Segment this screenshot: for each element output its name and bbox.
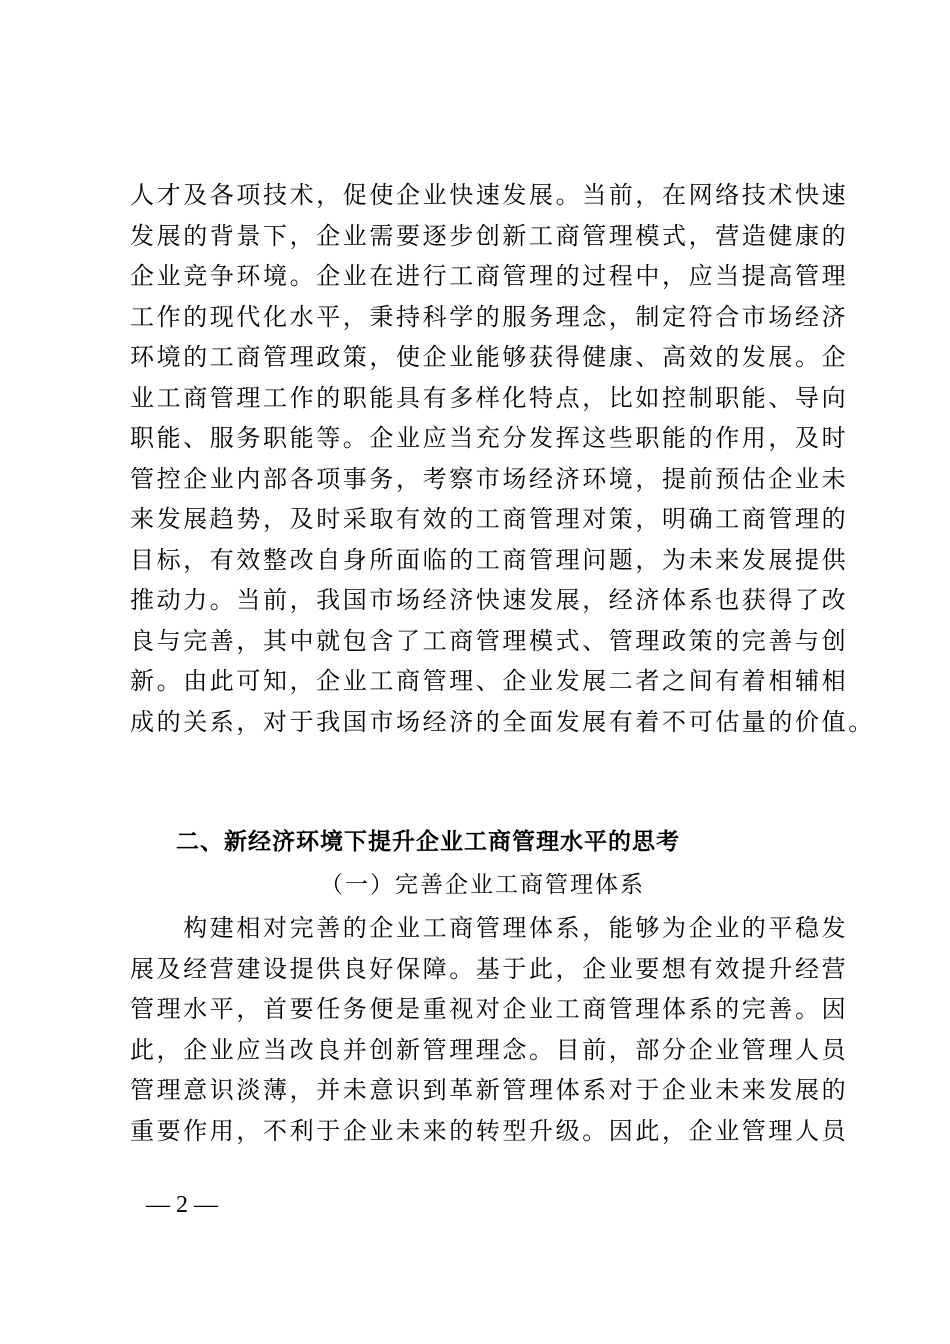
section-heading: 二、新经济环境下提升企业工商管理水平的思考: [176, 829, 680, 855]
text-line: 人才及各项技术，促使企业快速发展。当前，在网络技术快速: [130, 181, 849, 209]
text-line: 管理水平，首要任务便是重视对企业工商管理体系的完善。因: [130, 995, 849, 1023]
subsection-heading: （一）完善企业工商管理体系: [320, 872, 645, 898]
text-line: 职能、服务职能等。企业应当充分发挥这些职能的作用，及时: [130, 424, 849, 452]
text-line: 成的关系，对于我国市场经济的全面发展有着不可估量的价值。: [130, 707, 875, 736]
body-paragraph: [130, 908, 849, 1151]
text-line: 管理意识淡薄，并未意识到革新管理体系对于企业未来发展的: [130, 1076, 849, 1104]
text-line: 此，企业应当改良并创新管理理念。目前，部分企业管理人员: [130, 1035, 849, 1064]
text-line: 重要作用，不利于企业未来的转型升级。因此，企业管理人员: [130, 1116, 849, 1145]
text-line: 新。由此可知，企业工商管理、企业发展二者之间有着相辅相: [130, 667, 849, 695]
text-line: 环境的工商管理政策，使企业能够获得健康、高效的发展。企: [130, 343, 849, 371]
text-line: 推动力。当前，我国市场经济快速发展，经济体系也获得了改: [130, 586, 849, 614]
text-line: 良与完善，其中就包含了工商管理模式、管理政策的完善与创: [130, 626, 849, 655]
text-line: 来发展趋势，及时采取有效的工商管理对策，明确工商管理的: [130, 505, 849, 533]
page-number: — 2 —: [146, 1192, 218, 1218]
text-line: 工作的现代化水平，秉持科学的服务理念，制定符合市场经济: [130, 302, 849, 331]
text-line: 管控企业内部各项事务，考察市场经济环境，提前预估企业未: [130, 464, 849, 493]
text-line: 目标，有效整改自身所面临的工商管理问题，为未来发展提供: [130, 545, 849, 574]
body-paragraph-continued: [130, 175, 875, 742]
text-line: 展及经营建设提供良好保障。基于此，企业要想有效提升经营: [130, 954, 849, 983]
text-line: 构建相对完善的企业工商管理体系，能够为企业的平稳发: [130, 914, 849, 942]
text-line: 发展的背景下，企业需要逐步创新工商管理模式，营造健康的: [130, 221, 849, 250]
text-line: 业工商管理工作的职能具有多样化特点，比如控制职能、导向: [130, 383, 849, 412]
text-line: 企业竞争环境。企业在进行工商管理的过程中，应当提高管理: [130, 262, 849, 290]
